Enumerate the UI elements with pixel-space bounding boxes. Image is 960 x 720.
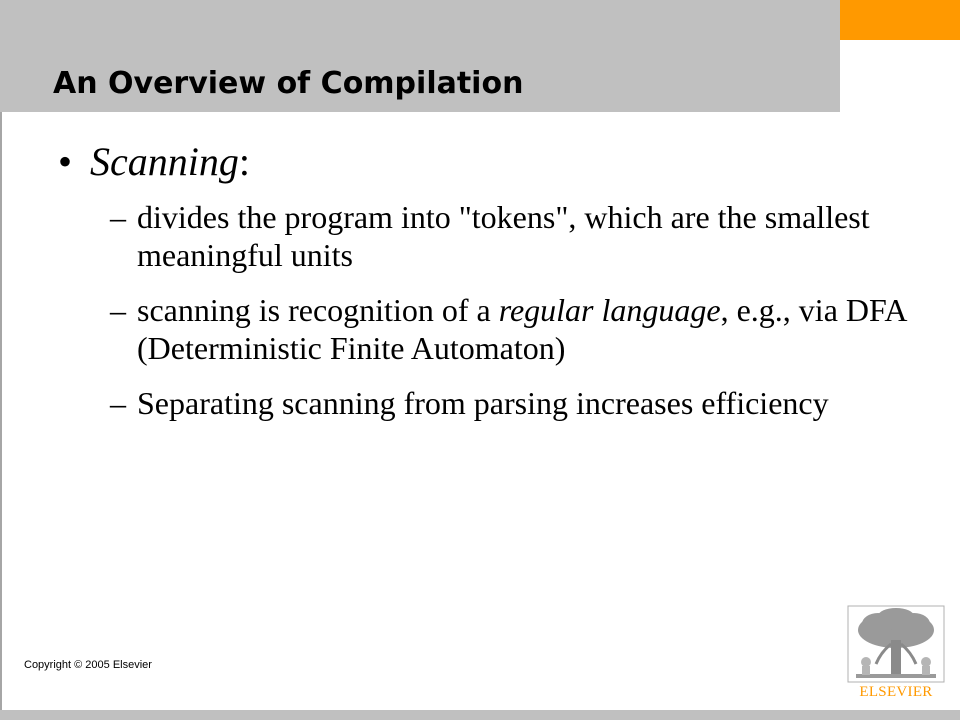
dash-icon: –	[110, 385, 126, 421]
sub-bullet-list	[110, 198, 910, 439]
main-bullet-text	[90, 138, 250, 185]
sub-bullet-efficiency	[110, 384, 910, 422]
bottom-bar	[0, 710, 960, 720]
sub-bullet-emphasis: regular language	[498, 292, 721, 328]
copyright-notice: Copyright © 2005 Elsevier	[24, 659, 152, 671]
tree-icon	[846, 604, 946, 684]
slide-title: An Overview of Compilation	[53, 66, 524, 101]
bullet-term-suffix: :	[238, 139, 250, 184]
elsevier-logo	[846, 604, 946, 708]
dash-icon: –	[110, 199, 126, 235]
sub-bullet-text: Separating scanning from parsing increases efficiency	[137, 385, 829, 421]
bullet-term: Scanning	[90, 139, 239, 184]
main-bullet	[58, 138, 250, 185]
sub-bullet-text: divides the program into "tokens", which are the smallest meaningful units	[137, 199, 870, 273]
dash-icon: –	[110, 292, 126, 328]
bullet-icon: •	[58, 139, 73, 184]
sub-bullet-regular-language	[110, 291, 910, 367]
sub-bullet-tokens	[110, 198, 910, 274]
sub-bullet-text-after: , e.g., via DFA (Deterministic Finite Automaton)	[137, 292, 906, 366]
logo-wordmark: ELSEVIER	[859, 684, 933, 700]
accent-block	[840, 0, 960, 40]
sub-bullet-text-before: scanning is recognition of a	[137, 292, 499, 328]
